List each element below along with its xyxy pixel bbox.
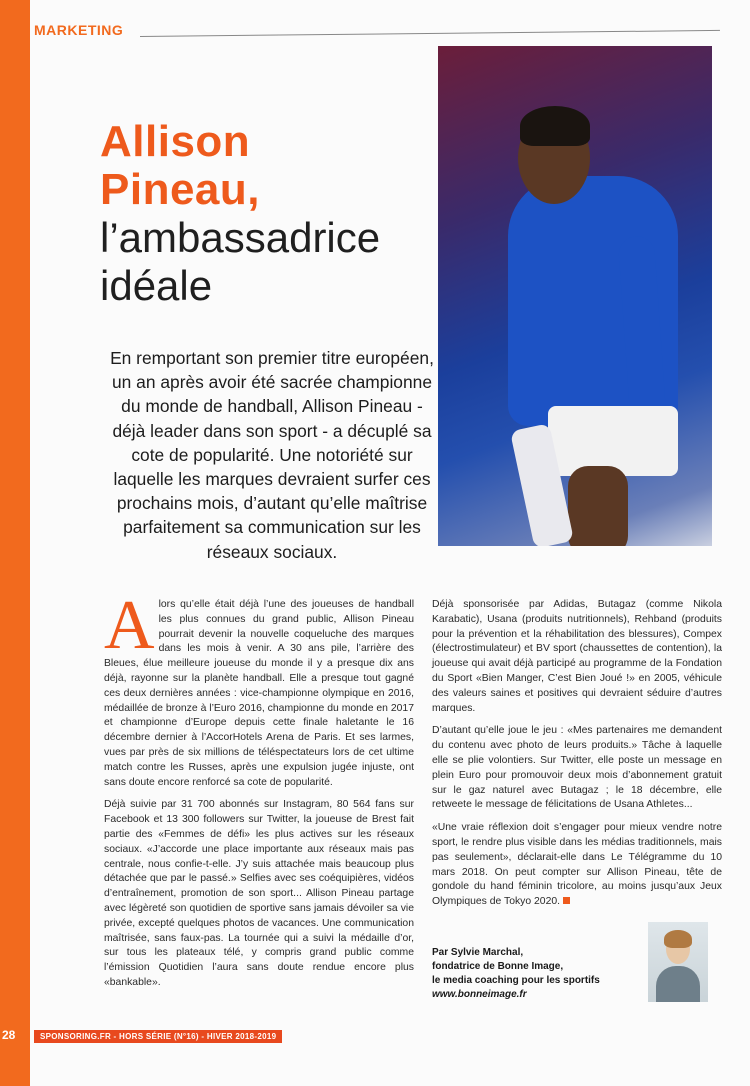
body-paragraph: Déjà suivie par 31 700 abonnés sur Instagram, 80 564 fans sur Facebook et 13 300 followers sur Twitter, la joueuse de Brest fait partie des «Femmes de défi» les plus actives sur les réseaux sociaux. «J’accorde une place importante aux réseaux mais pas centrale, nous confie-t-elle. J’y suis attachée mais beaucoup plus détachée que par le passé.» Selfies avec ses coéquipières, vidéos d’entraînement, promotion de son sport... Allison Pineau partage avec légèreté son quotidien de sportive sans jamais dévoiler sa vie privée, excepté quelques photos de vacances. Une communication maîtrisée, sans faux-pas. La tournée qui a suivi la médaille d’or, sur tous les plateaux télé, y compris grand public comme l’émission Quotidien l’aura sans doute rendue encore plus «bankable». [104,799,414,988]
body-paragraph: Déjà sponsorisée par Adidas, Butagaz (comme Nikola Karabatic), Usana (produits nutritionnels), Rehband (produits pour la prévention et la réhabilitation des blessures), Compex (électrostimulateur) et BV sport (chaussettes de contention), la joueuse qui avait déjà participé au programme de la Fondation du Sport «Bien Manger, C’est Bien Joué !» en 2005, véhicule des valeurs saines et positives qui devraient séduire d’autres marques. [432,599,722,714]
photo-hair [520,106,590,146]
byline-author: Par Sylvie Marchal, [432,947,524,958]
byline [432,946,642,1002]
body-text: lors qu’elle était déjà l’une des joueuses de handball les plus connues du grand public, Allison Pineau pourrait devenir la nouvelle coqueluche des marques dans les mois à venir. A 30 ans pile, l’arrière des Bleues, élue meilleure joueuse du monde il y a presque dix ans déjà, rayonne sur la planète handball. Elle a presque tout gagné ces deux dernières années : vice-championne olympique en 2016, médaillée de bronze à l’Euro 2016, championne du monde en 2017 et championne d’Europe depuis cette finale haletante le 16 décembre dernier à l’AccorHotels Arena de Paris. Et ses larmes, vues par près de six millions de téléspectateurs lors de cet ultime match contre les Russes, après une expulsion jugée injuste, ont sans doute encore renforcé sa cote de popularité. [104,599,414,788]
body-paragraph: D’autant qu’elle joue le jeu : «Mes partenaires me demandent du contenu avec photo de leurs produits.» Tâche à laquelle elle se plie volontiers. Sur Twitter, elle poste un message en plein Euro pour promouvoir deux mois d’abonnement gratuit sur le gaz naturel avec Butagaz ; le 18 décembre, elle retweete le message de félicitations de Usana Athletes... [432,725,722,811]
byline-role: fondatrice de Bonne Image, [432,961,564,972]
headline-line-1: Allison [100,117,251,166]
byline-site-link[interactable]: www.bonneimage.fr [432,989,527,1000]
byline-desc: le media coaching pour les sportifs [432,975,600,986]
body-column-right [432,598,722,918]
section-label: MARKETING [34,22,124,38]
footer-banner: SPONSORING.FR - HORS SÉRIE (N°16) - HIVER 2018-2019 [34,1030,282,1043]
page-number: 28 [2,1028,16,1042]
end-mark-icon [563,897,570,904]
headline-line-2: Pineau, [100,165,260,214]
author-body [656,966,700,1002]
body-column-left [104,587,414,999]
body-text: «Une vraie réflexion doit s’engager pour mieux vendre notre sport, le rendre plus visible dans les médias traditionnels, mais pas seulement», déclarait-elle dans Le Télégramme du 10 mars 2018. On peut compter sur Allison Pineau, tête de gondole du hand féminin tricolore, au moins jusqu’aux Jeux Olympiques de Tokyo 2020. [432,822,722,908]
photo-shorts [548,406,678,476]
body-paragraph [104,587,414,790]
author-photo [648,922,708,1002]
photo-leg [568,466,628,546]
accent-bar [0,0,30,1086]
headline [100,118,480,310]
drop-cap: A [104,587,155,664]
lede-paragraph: En remportant son premier titre européen, un an après avoir été sacrée championne du monde de handball, Allison Pineau - déjà leader dans son sport - a décuplé sa cote de popularité. Une notoriété sur laquelle les marques devraient surfer ces prochains mois, d’autant qu’elle maîtrise parfaitement sa communication sur les réseaux sociaux. [110,348,434,562]
author-hair [664,930,692,948]
body-paragraph [432,821,722,910]
headline-line-3: l’ambassadrice [100,214,386,262]
headline-line-4: idéale [100,262,218,310]
section-rule [140,30,720,37]
